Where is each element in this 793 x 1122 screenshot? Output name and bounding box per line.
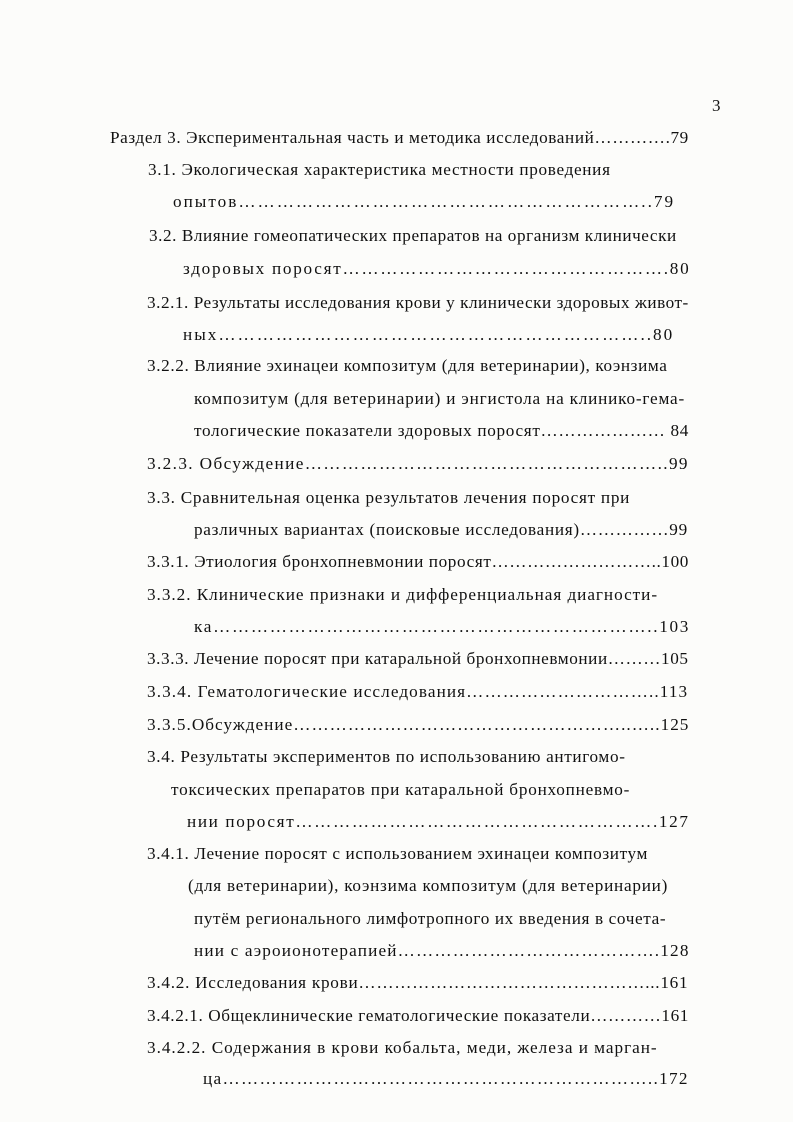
toc-line: нии поросят………………………………………………….127 — [187, 812, 690, 831]
toc-line: 3.4.2.2. Содержания в крови кобальта, меди, железа и марган- — [147, 1038, 658, 1057]
toc-line: здоровых поросят…………………………………………….80 — [183, 259, 691, 278]
toc-line: 3.4. Результаты экспериментов по использованию антигомо- — [147, 747, 626, 766]
toc-line: опытов………………………………………………………..79 — [173, 192, 676, 211]
toc-line: 3.4.2.1. Общеклинические гематологические показатели…………161 — [147, 1006, 690, 1025]
toc-line: 3.4.1. Лечение поросят с использованием эхинацеи композитум — [147, 844, 648, 863]
toc-line: 3.1. Экологическая характеристика местности проведения — [148, 160, 611, 179]
toc-line: нии с аэроионотерапией…………………………………….128 — [194, 941, 690, 960]
toc-line: 3.4.2. Исследования крови…………………………………………...161 — [147, 973, 689, 992]
toc-line: различных вариантах (поисковые исследования)……………99 — [194, 520, 688, 539]
toc-line: тологические показатели здоровых поросят………………… 84 — [194, 421, 690, 440]
toc-line: 3.2.3. Обсуждение…………………………………………………..99 — [147, 454, 689, 473]
toc-line: 3.3.4. Гематологические исследования…………………………..113 — [147, 682, 689, 701]
toc-line: 3.2.2. Влияние эхинацеи композитум (для ветеринарии), коэнзима — [147, 356, 668, 375]
toc-line: ка……………………………………………………………..103 — [194, 617, 691, 636]
toc-line: композитум (для ветеринарии) и энгистола на клинико-гема- — [194, 389, 685, 408]
toc-line: 3.3.5.Обсуждение………………………………………………..…..125 — [147, 715, 690, 734]
toc-line: Раздел 3. Экспериментальная часть и методика исследований………….79 — [110, 128, 689, 147]
toc-line: токсических препаратов при катаральной бронхопневмо- — [171, 780, 631, 799]
toc-line: ных…………………………………………………………..80 — [183, 325, 675, 344]
toc-line: путём регионального лимфотропного их введения в сочета- — [194, 909, 667, 928]
toc-line: 3.3.2. Клинические признаки и дифференциальная диагности- — [147, 585, 659, 604]
toc-line: 3.3.1. Этиология бронхопневмонии поросят………………………..100 — [147, 552, 690, 571]
page-number: 3 — [712, 96, 721, 115]
toc-line: 3.3. Сравнительная оценка результатов лечения поросят при — [147, 488, 631, 507]
toc-line: 3.3.3. Лечение поросят при катаральной бронхопневмонии………105 — [147, 649, 689, 668]
toc-line: ца……………………………………………………………..172 — [203, 1069, 689, 1088]
toc-line: (для ветеринарии), коэнзима композитум (для ветеринарии) — [188, 876, 669, 895]
toc-line: 3.2. Влияние гомеопатических препаратов на организм клинически — [149, 226, 677, 245]
toc-line: 3.2.1. Результаты исследования крови у клинически здоровых живот- — [147, 293, 689, 312]
